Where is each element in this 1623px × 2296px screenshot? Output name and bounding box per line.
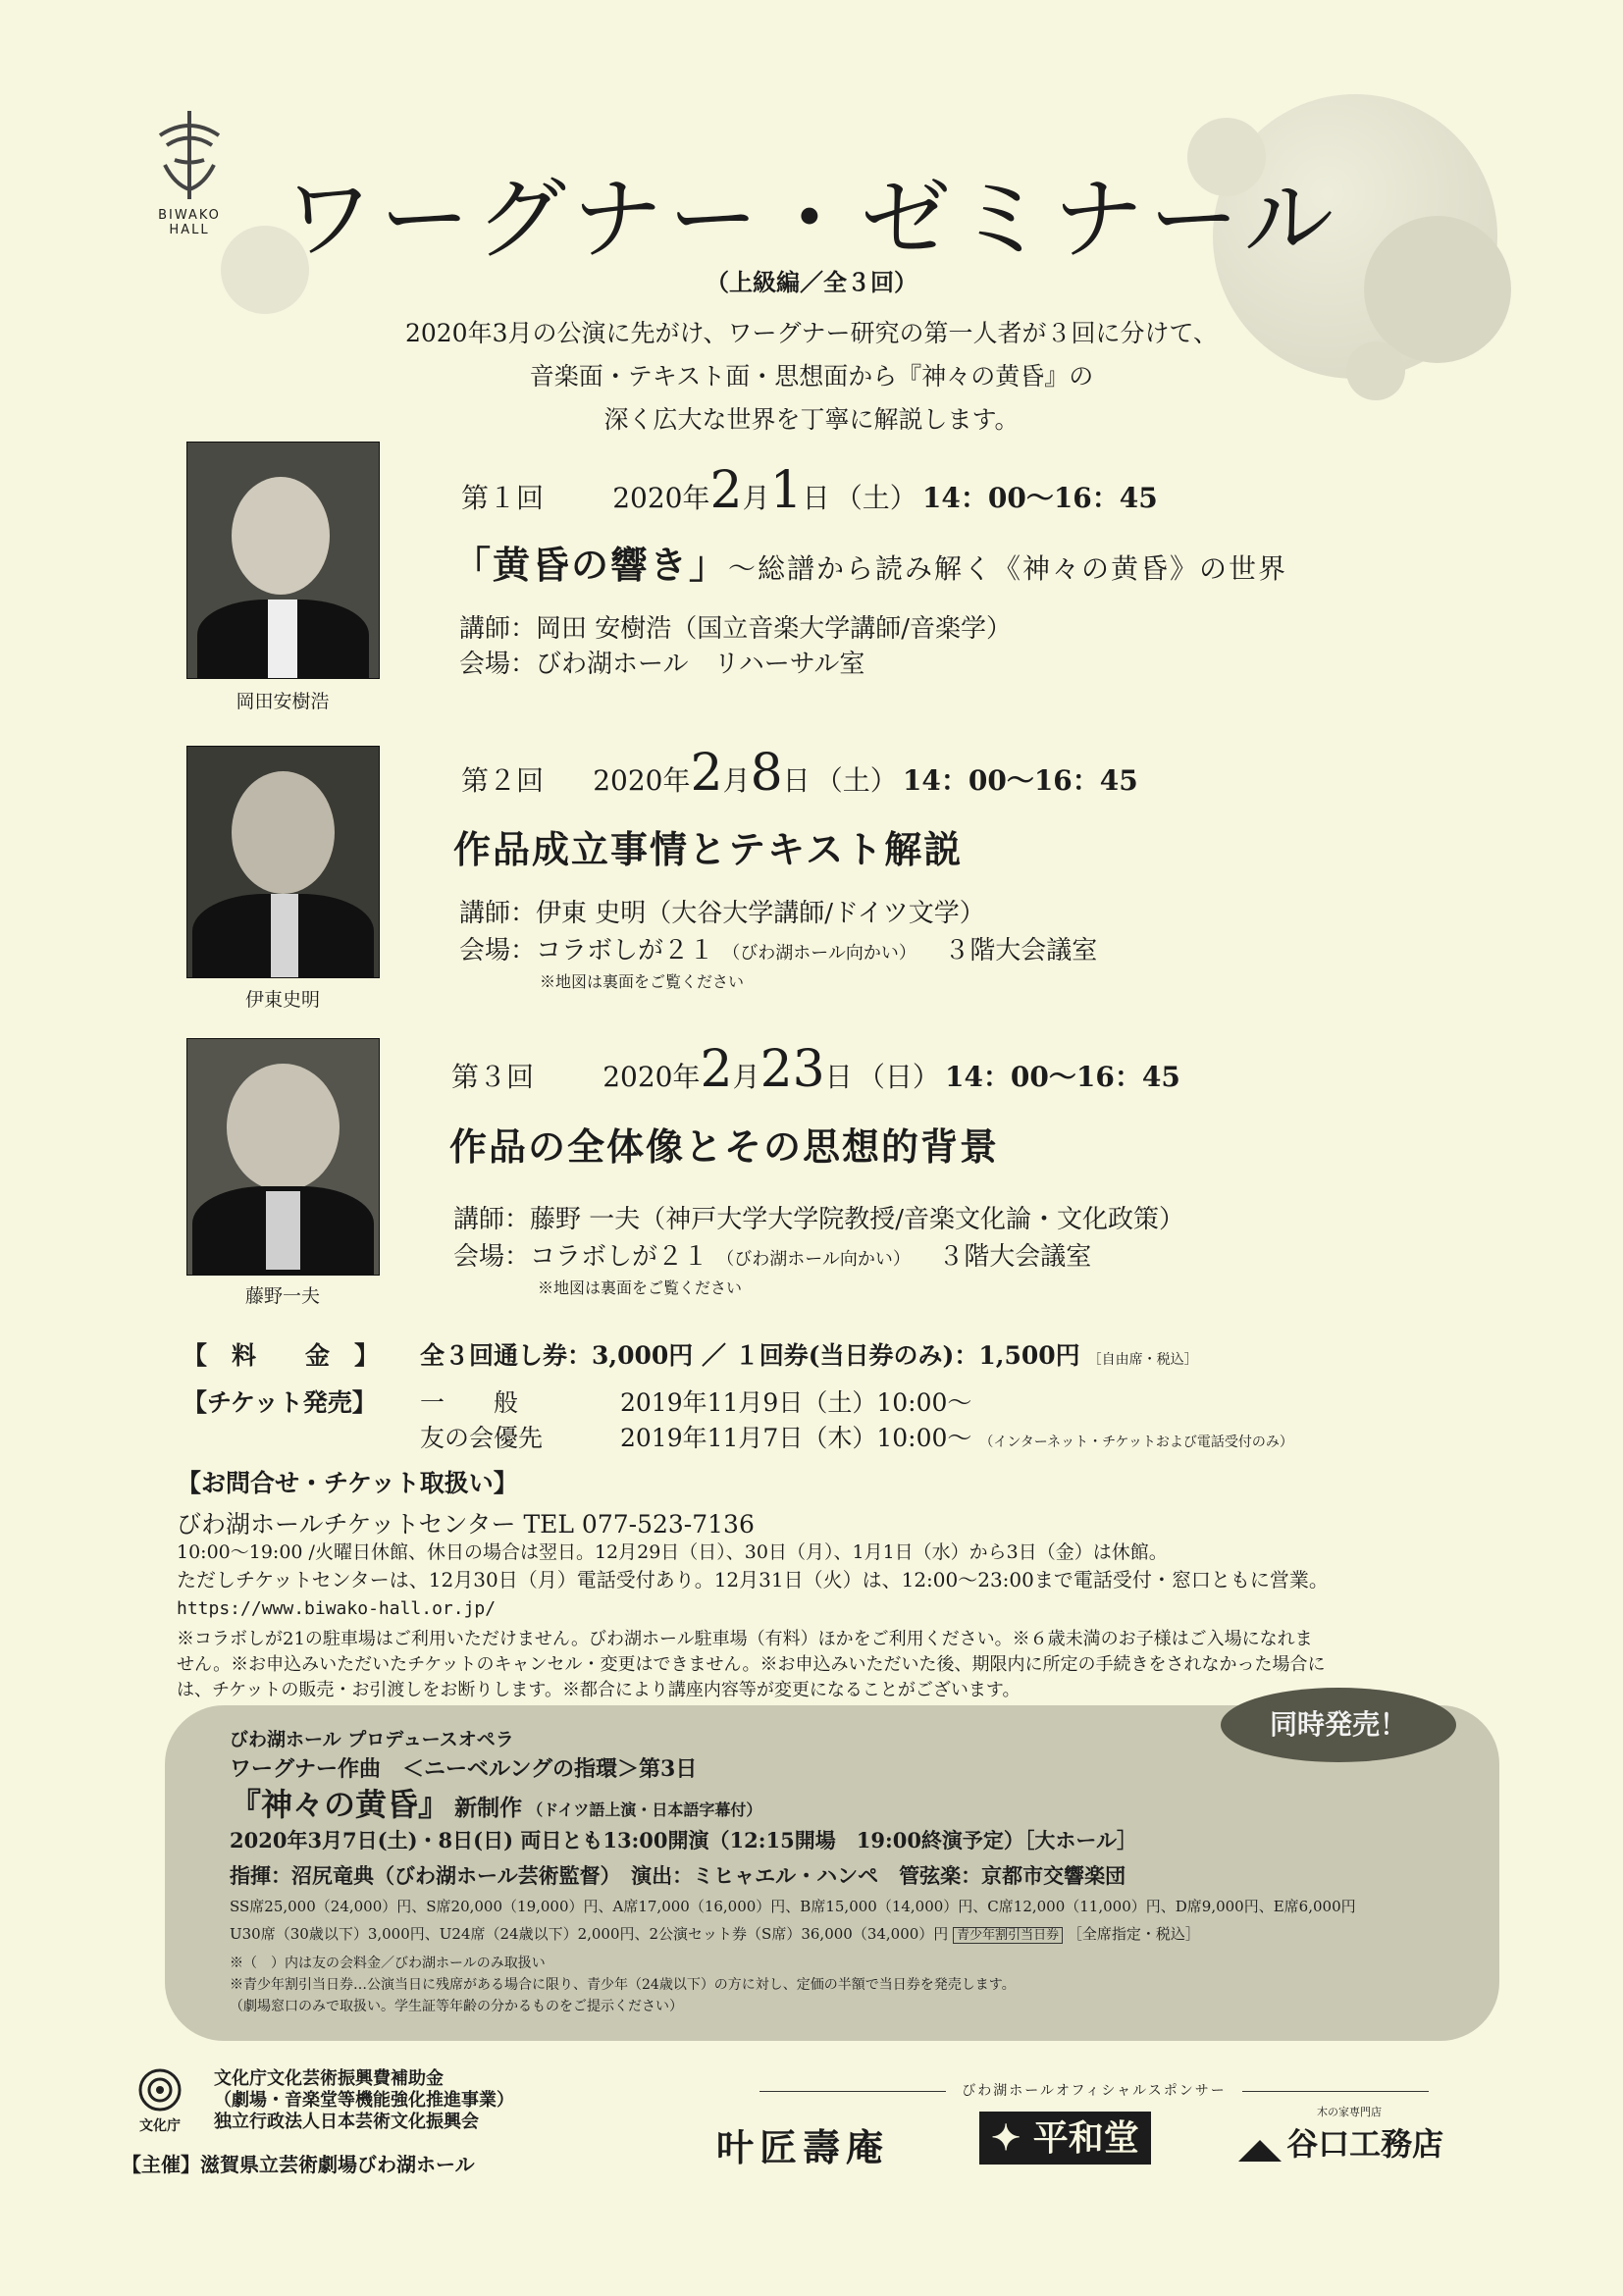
session-2-header (461, 744, 1138, 803)
session-time: 14：00〜16：45 (902, 764, 1138, 797)
page-title: ワーグナー・ゼミナール (283, 167, 1340, 272)
sponsor-taniguchi-name: 谷口工務店 (1286, 2125, 1444, 2163)
session-day-unit: 日 (802, 482, 830, 514)
tickets-general-date: 2019年11月9日（土）10:00〜 (620, 1388, 972, 1417)
session-day-unit: 日 (824, 1061, 853, 1093)
tickets-friends-note: （インターネット・チケットおよび電話受付のみ） (979, 1435, 1293, 1450)
session-time: 14：00〜16：45 (944, 1061, 1180, 1093)
tickets-friends-label: 友の会優先 (420, 1424, 544, 1452)
sponsor-taniguchi (1238, 2104, 1443, 2165)
grant-line: （劇場・音楽堂等機能強化推進事業） (214, 2090, 514, 2111)
venue-note: ※地図は裏面をご覧ください (538, 1278, 743, 1297)
page-subtitle: （上級編／全３回） (706, 268, 917, 296)
session-weekday: （土） (834, 482, 917, 514)
sponsor-heiwado (979, 2112, 1151, 2165)
opera-note-line: （劇場窓口のみで取扱い。学生証等年齢の分かるものをご提示ください） (230, 1999, 683, 2014)
venue-paren: （びわ湖ホール向かい） (716, 1249, 911, 1270)
tickets-label: 【チケット発売】 (183, 1388, 377, 1417)
grant-info (214, 2068, 514, 2133)
session-month-unit: 月 (732, 1061, 760, 1093)
contact-exception: ただしチケットセンターは、12月30日（月）電話受付あり。12月31日（火）は、12:00〜23:00まで電話受付・窓口ともに営業。 (177, 1568, 1329, 1592)
session-venue (459, 930, 1097, 966)
opera-title-note: （ドイツ語上演・日本語字幕付） (527, 1800, 762, 1819)
session-topic: 作品の全体像とその思想的背景 (449, 1124, 1000, 1169)
session-year: 2020年 (593, 764, 691, 797)
tickets-friends-value: 2019年11月7日（木）10:00〜 (620, 1424, 972, 1452)
contact-url[interactable]: https://www.biwako-hall.or.jp/ (177, 1598, 497, 1619)
session-day: 23 (759, 1040, 825, 1099)
session-year: 2020年 (602, 1061, 701, 1093)
session-number: 第１回 (461, 482, 545, 514)
opera-prices-2-row (230, 1923, 1200, 1944)
contact-notes (177, 1627, 1326, 1703)
session-topic (453, 535, 1287, 589)
session-topic-main: 「黄昏の響き」 (453, 543, 729, 587)
sponsor-heading-text: びわ湖ホールオフィシャルスポンサー (962, 2083, 1227, 2099)
sponsor-heiwado-name: 平和堂 (1032, 2117, 1139, 2159)
session-month: 2 (700, 1040, 733, 1099)
lecturer-photo-fujino (186, 1038, 380, 1276)
opera-prices-1: SS席25,000（24,000）円、S席20,000（19,000）円、A席17,000（16,000）円、B席15,000（14,000）円、C席12,000（11,000）円、D席9,000円、E席6,000円 (230, 1898, 1356, 1915)
opera-work: ワーグナー作曲 ＜ニーベルングの指環＞第3日 (230, 1756, 698, 1782)
contact-note-line: は、チケットの販売・お引渡しをお断りします。※都合により講座内容等が変更になることがございます。 (177, 1680, 1021, 1700)
session-lecturer: 講師：藤野 一夫（神戸大学大学院教授/音楽文化論・文化政策） (453, 1205, 1185, 1234)
session-topic: 作品成立事情とテキスト解説 (453, 827, 964, 871)
grant-line: 独立行政法人日本芸術文化振興会 (214, 2112, 479, 2132)
session-lecturer: 講師：岡田 安樹浩（国立音楽大学講師/音楽学） (459, 614, 1013, 644)
opera-title-suffix: 新制作 (454, 1795, 523, 1821)
session-day-unit: 日 (782, 764, 811, 797)
photo-caption: 伊東史明 (244, 989, 320, 1011)
venue-room: ３階大会議室 (944, 936, 1098, 965)
opera-producer: びわ湖ホール プロデュースオペラ (230, 1729, 514, 1750)
session-1-header (461, 461, 1158, 520)
session-month-unit: 月 (722, 764, 751, 797)
lecturer-photo-ito (186, 746, 380, 978)
heiwado-dove-icon: ✦ (991, 2117, 1021, 2159)
session-day: 8 (750, 744, 783, 803)
session-weekday: （土） (814, 764, 898, 797)
intro-line: 2020年3月の公演に先がけ、ワーグナー研究の第一人者が３回に分けて、 (404, 319, 1219, 347)
agency-logo (116, 2068, 204, 2135)
session-number: 第２回 (461, 764, 545, 797)
session-venue (453, 1236, 1091, 1273)
host-info: 【主催】滋賀県立芸術劇場びわ湖ホール (122, 2153, 475, 2176)
session-venue: 会場：びわ湖ホール リハーサル室 (459, 650, 865, 679)
venue-name: 会場：コラボしが２１ (459, 936, 715, 965)
opera-prices-2: U30席（30歳以下）3,000円、U24席（24歳以下）2,000円、2公演セット券（S席）36,000（34,000）円 (230, 1925, 949, 1943)
intro-line: 音楽面・テキスト面・思想面から『神々の黄昏』の (529, 362, 1094, 391)
intro-line: 深く広大な世界を丁寧に解説します。 (603, 405, 1020, 434)
agency-logo-text: 文化庁 (139, 2118, 181, 2134)
logo-text-1: BIWAKO (158, 208, 221, 223)
opera-note-line: ※青少年割引当日券…公演当日に残席がある場合に限り、青少年（24歳以下）の方に対し、定価の半額で当日券を発売します。 (230, 1977, 1016, 1993)
fees-value: 全３回通し券：3,000円 ／ １回券(当日券のみ)：1,500円 (420, 1341, 1080, 1370)
session-month: 2 (709, 461, 743, 520)
session-3-header (451, 1040, 1180, 1099)
session-year: 2020年 (612, 482, 710, 514)
opera-title (230, 1780, 761, 1825)
house-icon (1238, 2140, 1282, 2162)
opera-youth-tag: 青少年割引当日券 (953, 1927, 1063, 1944)
session-topic-sub: 〜総譜から読み解く《神々の黄昏》の世界 (728, 552, 1288, 585)
venue-paren: （びわ湖ホール向かい） (722, 943, 916, 964)
lecturer-photo-okada (186, 442, 380, 679)
contact-note-line: ※コラボしが21の駐車場はご利用いただけません。びわ湖ホール駐車場（有料）ほかをご利用ください。※６歳未満のお子様はご入場になれま (177, 1629, 1313, 1649)
photo-caption: 岡田安樹浩 (236, 691, 330, 712)
contact-center: びわ湖ホールチケットセンター TEL 077-523-7136 (177, 1510, 755, 1539)
opera-credits: 指揮：沼尻竜典（びわ湖ホール芸術監督） 演出：ミヒャエル・ハンペ 管弦楽：京都市交響楽団 (230, 1863, 1126, 1888)
opera-title-main: 『神々の黄昏』 (230, 1786, 450, 1823)
fees-label: 【 料 金 】 (183, 1341, 380, 1370)
intro-text (0, 312, 1623, 442)
tickets-friends-date (620, 1419, 1293, 1454)
sponsor-kanou: 叶匠壽庵 (716, 2125, 890, 2169)
venue-name: 会場：コラボしが２１ (453, 1242, 709, 1272)
venue-room: ３階大会議室 (938, 1242, 1092, 1272)
contact-hours: 10:00〜19:00 /火曜日休館、休日の場合は翌日。12月29日（日）、30日（月）、1月1日（水）から3日（金）は休館。 (177, 1541, 1168, 1563)
opera-prices-end: ［全席指定・税込］ (1067, 1925, 1200, 1943)
session-day: 1 (769, 461, 803, 520)
session-weekday: （日） (857, 1061, 940, 1093)
session-month: 2 (690, 744, 723, 803)
sponsor-heading (716, 2080, 1472, 2100)
venue-note: ※地図は裏面をご覧ください (540, 972, 745, 991)
sponsor-tag: 木の家専門店 (1317, 2106, 1382, 2118)
session-lecturer: 講師：伊東 史明（大谷大学講師/ドイツ文学） (459, 899, 985, 928)
agency-emblem-icon (138, 2068, 182, 2112)
photo-caption: 藤野一夫 (244, 1285, 320, 1307)
simultaneous-sale-badge: 同時発売！ (1221, 1688, 1456, 1762)
fees-note: ［自由席・税込］ (1087, 1352, 1198, 1368)
grant-line: 文化庁文化芸術振興費補助金 (214, 2068, 444, 2089)
contact-heading: 【お問合せ・チケット取扱い】 (177, 1469, 518, 1497)
session-number: 第３回 (451, 1061, 535, 1093)
session-time: 14：00〜16：45 (921, 482, 1158, 514)
opera-note-line: ※（ ）内は友の会料金／びわ湖ホールのみ取扱い (230, 1956, 546, 1971)
fees-text (420, 1336, 1198, 1372)
contact-note-line: せん。※お申込みいただいたチケットのキャンセル・変更はできません。※お申込みいただいた後、期限内に所定の手続きをされなかった場合に (177, 1654, 1326, 1675)
logo-text-2: HALL (169, 223, 210, 237)
session-month-unit: 月 (742, 482, 770, 514)
opera-notes (230, 1953, 1016, 2017)
opera-dates: 2020年3月7日(土)・8日(日) 両日とも13:00開演（12:15開場 19:00終演予定）［大ホール］ (230, 1828, 1138, 1852)
tickets-general-label: 一 般 (420, 1388, 519, 1417)
